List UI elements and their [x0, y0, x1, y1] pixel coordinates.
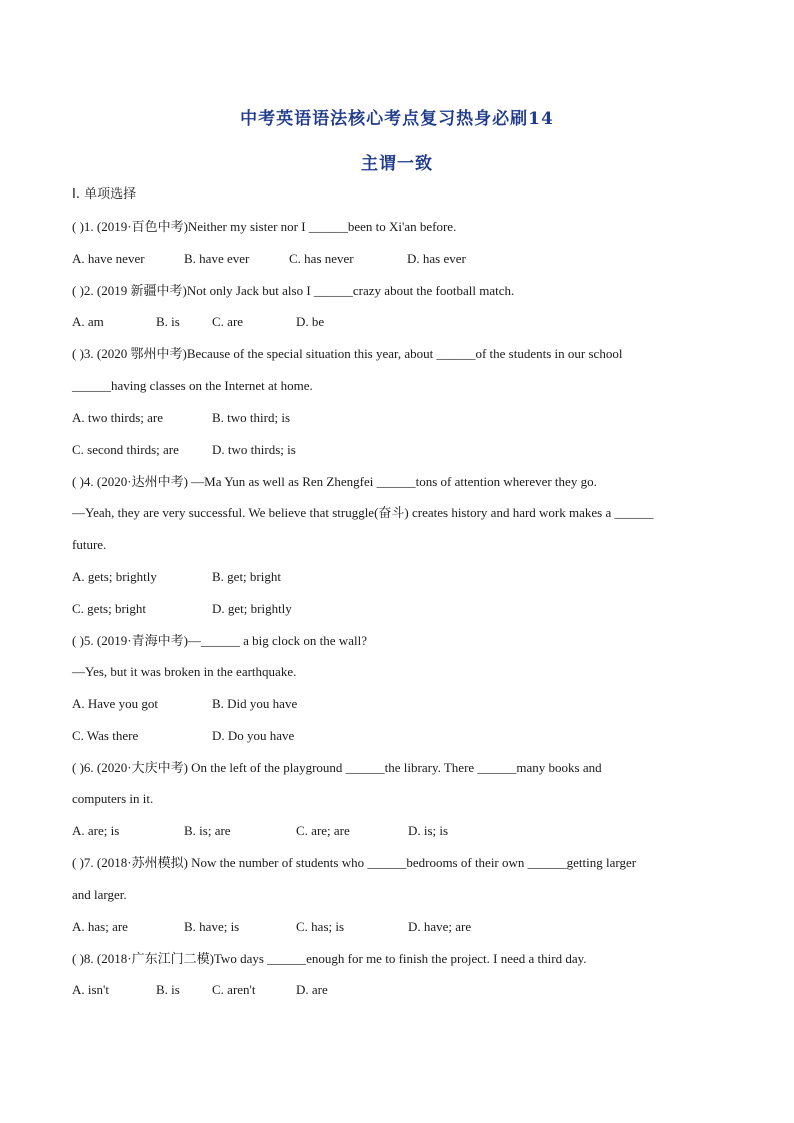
options-3a	[72, 409, 290, 427]
option: D. is; is	[408, 823, 449, 838]
option: B. is	[156, 314, 180, 329]
option: B. two third; is	[212, 410, 291, 425]
option: A. are; is	[72, 823, 120, 838]
option: B. have; is	[184, 919, 240, 934]
options-2	[72, 313, 324, 331]
page-subtitle: 主谓一致	[361, 154, 433, 174]
question-3-cont: ______having classes on the Internet at home.	[72, 378, 313, 393]
question-3: ( )3. (2020 鄂州中考)Because of the special situation this year, about ______of the students in our school	[72, 346, 623, 361]
section-heading: Ⅰ. 单项选择	[72, 187, 137, 202]
option: B. Did you have	[212, 696, 298, 711]
question-2: ( )2. (2019 新疆中考)Not only Jack but also I ______crazy about the football match.	[72, 283, 515, 298]
option: D. be	[296, 314, 325, 329]
options-6	[72, 822, 448, 840]
question-6: ( )6. (2020·大庆中考) On the left of the playground ______the library. There ______many books and	[72, 760, 602, 775]
question-7-cont: and larger.	[72, 887, 127, 902]
option: D. get; brightly	[212, 601, 292, 616]
option: A. has; are	[72, 919, 128, 934]
option: D. has ever	[407, 251, 466, 266]
option: B. is; are	[184, 823, 231, 838]
options-3b	[72, 441, 296, 459]
options-8	[72, 981, 328, 999]
option: A. Have you got	[72, 696, 158, 711]
question-5-reply: —Yes, but it was broken in the earthquake.	[72, 664, 297, 679]
option: B. is	[156, 982, 180, 997]
option: C. has never	[289, 251, 354, 266]
option: C. second thirds; are	[72, 442, 179, 457]
option: C. Was there	[72, 728, 139, 743]
question-4-reply: —Yeah, they are very successful. We believe that struggle(奋斗) creates history and hard work makes a ______	[72, 505, 654, 520]
option: D. Do you have	[212, 728, 295, 743]
option: C. has; is	[296, 919, 345, 934]
option: C. aren't	[212, 982, 256, 997]
option: A. have never	[72, 251, 145, 266]
option: C. are	[212, 314, 244, 329]
options-1	[72, 250, 466, 268]
page-title: 中考英语语法核心考点复习热身必刷14	[240, 109, 554, 129]
options-5a	[72, 695, 297, 713]
question-6-cont: computers in it.	[72, 791, 154, 806]
options-4a	[72, 568, 281, 586]
option: D. are	[296, 982, 328, 997]
options-5b	[72, 727, 294, 745]
option: C. gets; bright	[72, 601, 147, 616]
question-4-cont: future.	[72, 537, 107, 552]
option: C. are; are	[296, 823, 350, 838]
options-7	[72, 918, 471, 936]
question-1: ( )1. (2019·百色中考)Neither my sister nor I ______been to Xi'an before.	[72, 219, 457, 234]
option: A. am	[72, 314, 104, 329]
option: D. two thirds; is	[212, 442, 296, 457]
options-4b	[72, 600, 292, 618]
question-5: ( )5. (2019·青海中考)—______ a big clock on the wall?	[72, 633, 367, 648]
question-8: ( )8. (2018·广东江门二模)Two days ______enough for me to finish the project. I need a third day.	[72, 951, 587, 966]
option: A. gets; brightly	[72, 569, 157, 584]
option: D. have; are	[408, 919, 472, 934]
option: B. get; bright	[212, 569, 281, 584]
option: A. isn't	[72, 982, 110, 997]
question-7: ( )7. (2018·苏州模拟) Now the number of students who ______bedrooms of their own ______getting larger	[72, 855, 637, 870]
question-4: ( )4. (2020·达州中考) —Ma Yun as well as Ren Zhengfei ______tons of attention wherever they go.	[72, 474, 597, 489]
option: A. two thirds; are	[72, 410, 163, 425]
option: B. have ever	[184, 251, 250, 266]
